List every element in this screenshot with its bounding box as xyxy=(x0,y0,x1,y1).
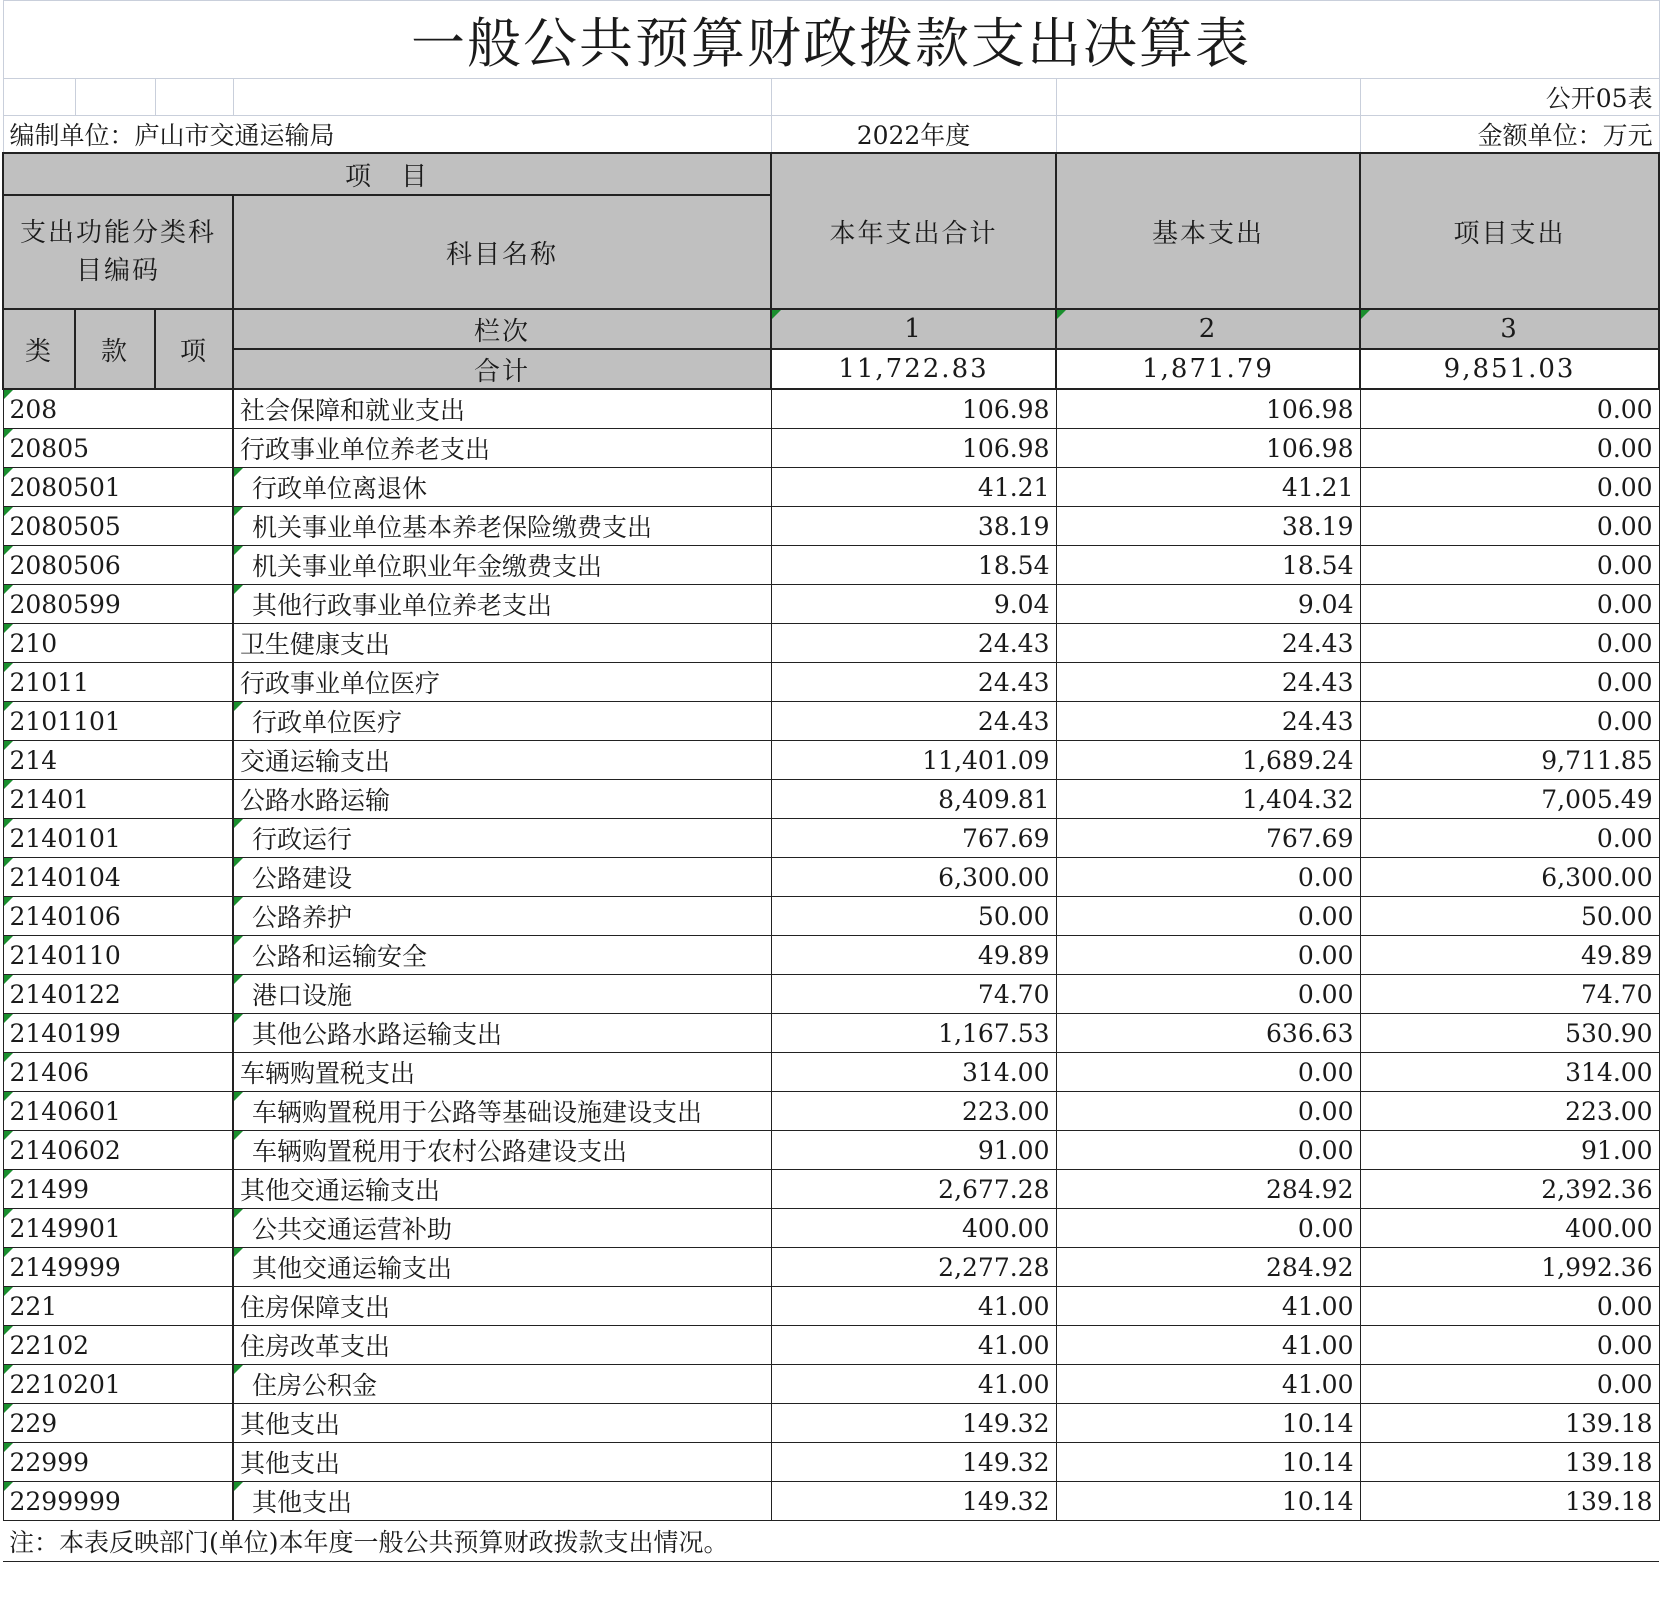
table-row xyxy=(3,1326,1659,1365)
row-total: 106.98 xyxy=(771,429,1056,468)
row-code: 2140602 xyxy=(3,1131,233,1170)
row-code: 2080599 xyxy=(3,585,233,624)
row-basic: 284.92 xyxy=(1056,1248,1360,1287)
row-total: 11,401.09 xyxy=(771,741,1056,780)
row-name: 其他公路水路运输支出 xyxy=(233,1014,771,1053)
row-basic: 10.14 xyxy=(1056,1443,1360,1482)
table-row xyxy=(3,429,1659,468)
row-total: 2,677.28 xyxy=(771,1170,1056,1209)
row-code: 20805 xyxy=(3,429,233,468)
header-heji: 合计 xyxy=(233,349,771,389)
row-name: 车辆购置税支出 xyxy=(233,1053,771,1092)
row-project: 223.00 xyxy=(1360,1092,1659,1131)
row-name: 卫生健康支出 xyxy=(233,624,771,663)
table-id: 公开05表 xyxy=(1360,79,1659,116)
row-name: 公共交通运营补助 xyxy=(233,1209,771,1248)
row-total: 38.19 xyxy=(771,507,1056,546)
row-code: 229 xyxy=(3,1404,233,1443)
row-basic: 0.00 xyxy=(1056,1131,1360,1170)
row-project: 74.70 xyxy=(1360,975,1659,1014)
row-total: 49.89 xyxy=(771,936,1056,975)
table-row xyxy=(3,1092,1659,1131)
row-code: 214 xyxy=(3,741,233,780)
table-row xyxy=(3,585,1659,624)
header-xiang: 项 xyxy=(155,309,233,389)
total-sum: 11,722.83 xyxy=(771,349,1056,389)
row-basic: 24.43 xyxy=(1056,702,1360,741)
row-total: 149.32 xyxy=(771,1482,1056,1521)
row-project: 0.00 xyxy=(1360,429,1659,468)
row-name: 公路建设 xyxy=(233,858,771,897)
row-code: 21401 xyxy=(3,780,233,819)
row-name: 行政事业单位医疗 xyxy=(233,663,771,702)
row-project: 139.18 xyxy=(1360,1404,1659,1443)
row-code: 21499 xyxy=(3,1170,233,1209)
row-basic: 636.63 xyxy=(1056,1014,1360,1053)
row-basic: 0.00 xyxy=(1056,858,1360,897)
row-code: 2299999 xyxy=(3,1482,233,1521)
row-total: 6,300.00 xyxy=(771,858,1056,897)
row-project: 139.18 xyxy=(1360,1482,1659,1521)
row-project: 0.00 xyxy=(1360,468,1659,507)
row-basic: 1,404.32 xyxy=(1056,780,1360,819)
row-name: 住房公积金 xyxy=(233,1365,771,1404)
header-col2: 2 xyxy=(1056,309,1360,349)
row-name: 住房改革支出 xyxy=(233,1326,771,1365)
row-project: 0.00 xyxy=(1360,1326,1659,1365)
row-code: 2101101 xyxy=(3,702,233,741)
unit-label: 编制单位：庐山市交通运输局 xyxy=(3,116,771,154)
row-basic: 0.00 xyxy=(1056,1053,1360,1092)
row-basic: 24.43 xyxy=(1056,663,1360,702)
table-row xyxy=(3,1170,1659,1209)
table-row xyxy=(3,468,1659,507)
table-row xyxy=(3,1287,1659,1326)
total-project: 9,851.03 xyxy=(1360,349,1659,389)
row-project: 0.00 xyxy=(1360,624,1659,663)
row-name: 其他行政事业单位养老支出 xyxy=(233,585,771,624)
row-total: 8,409.81 xyxy=(771,780,1056,819)
table-row xyxy=(3,1248,1659,1287)
row-project: 0.00 xyxy=(1360,702,1659,741)
row-basic: 767.69 xyxy=(1056,819,1360,858)
row-basic: 41.00 xyxy=(1056,1326,1360,1365)
row-code: 2080505 xyxy=(3,507,233,546)
row-code: 2149901 xyxy=(3,1209,233,1248)
row-total: 1,167.53 xyxy=(771,1014,1056,1053)
header-item: 项 目 xyxy=(3,153,771,195)
row-total: 149.32 xyxy=(771,1404,1056,1443)
row-code: 2149999 xyxy=(3,1248,233,1287)
table-row xyxy=(3,624,1659,663)
row-name: 其他支出 xyxy=(233,1404,771,1443)
table-row xyxy=(3,1209,1659,1248)
page-title: 一般公共预算财政拨款支出决算表 xyxy=(3,1,1659,79)
row-total: 41.00 xyxy=(771,1365,1056,1404)
row-total: 91.00 xyxy=(771,1131,1056,1170)
table-row xyxy=(3,507,1659,546)
row-basic: 106.98 xyxy=(1056,429,1360,468)
table-row xyxy=(3,702,1659,741)
row-project: 314.00 xyxy=(1360,1053,1659,1092)
row-name: 行政单位医疗 xyxy=(233,702,771,741)
row-code: 2140101 xyxy=(3,819,233,858)
table-row xyxy=(3,1443,1659,1482)
row-code: 2140106 xyxy=(3,897,233,936)
row-name: 其他支出 xyxy=(233,1482,771,1521)
row-total: 24.43 xyxy=(771,663,1056,702)
table-row xyxy=(3,1014,1659,1053)
row-code: 21406 xyxy=(3,1053,233,1092)
header-code: 支出功能分类科目编码 xyxy=(3,195,233,309)
table-row xyxy=(3,819,1659,858)
header-total: 本年支出合计 xyxy=(771,153,1056,309)
row-project: 50.00 xyxy=(1360,897,1659,936)
row-basic: 284.92 xyxy=(1056,1170,1360,1209)
row-code: 2080506 xyxy=(3,546,233,585)
table-row xyxy=(3,663,1659,702)
header-project: 项目支出 xyxy=(1360,153,1659,309)
row-project: 0.00 xyxy=(1360,546,1659,585)
row-basic: 18.54 xyxy=(1056,546,1360,585)
row-project: 91.00 xyxy=(1360,1131,1659,1170)
table-body xyxy=(3,389,1659,1521)
row-total: 2,277.28 xyxy=(771,1248,1056,1287)
row-total: 74.70 xyxy=(771,975,1056,1014)
row-total: 18.54 xyxy=(771,546,1056,585)
amount-unit: 金额单位：万元 xyxy=(1360,116,1659,154)
row-basic: 0.00 xyxy=(1056,1209,1360,1248)
row-total: 50.00 xyxy=(771,897,1056,936)
header-lei: 类 xyxy=(3,309,75,389)
total-basic: 1,871.79 xyxy=(1056,349,1360,389)
row-project: 6,300.00 xyxy=(1360,858,1659,897)
row-total: 41.00 xyxy=(771,1287,1056,1326)
row-basic: 10.14 xyxy=(1056,1404,1360,1443)
row-total: 41.21 xyxy=(771,468,1056,507)
table-row xyxy=(3,936,1659,975)
row-project: 0.00 xyxy=(1360,663,1659,702)
row-name: 公路水路运输 xyxy=(233,780,771,819)
row-project: 49.89 xyxy=(1360,936,1659,975)
row-code: 2140104 xyxy=(3,858,233,897)
row-basic: 0.00 xyxy=(1056,897,1360,936)
table-row xyxy=(3,897,1659,936)
table-row xyxy=(3,858,1659,897)
row-code: 2140199 xyxy=(3,1014,233,1053)
header-kuan: 款 xyxy=(75,309,155,389)
row-name: 机关事业单位基本养老保险缴费支出 xyxy=(233,507,771,546)
row-code: 221 xyxy=(3,1287,233,1326)
row-basic: 1,689.24 xyxy=(1056,741,1360,780)
row-name: 港口设施 xyxy=(233,975,771,1014)
row-total: 106.98 xyxy=(771,389,1056,429)
row-project: 7,005.49 xyxy=(1360,780,1659,819)
row-name: 其他交通运输支出 xyxy=(233,1170,771,1209)
row-basic: 38.19 xyxy=(1056,507,1360,546)
row-project: 139.18 xyxy=(1360,1443,1659,1482)
row-code: 2080501 xyxy=(3,468,233,507)
table-row xyxy=(3,546,1659,585)
row-project: 0.00 xyxy=(1360,507,1659,546)
row-total: 149.32 xyxy=(771,1443,1056,1482)
row-code: 21011 xyxy=(3,663,233,702)
row-project: 2,392.36 xyxy=(1360,1170,1659,1209)
header-name: 科目名称 xyxy=(233,195,771,309)
table-row xyxy=(3,1404,1659,1443)
row-name: 机关事业单位职业年金缴费支出 xyxy=(233,546,771,585)
row-name: 行政运行 xyxy=(233,819,771,858)
row-name: 车辆购置税用于公路等基础设施建设支出 xyxy=(233,1092,771,1131)
row-name: 车辆购置税用于农村公路建设支出 xyxy=(233,1131,771,1170)
row-basic: 0.00 xyxy=(1056,1092,1360,1131)
row-project: 0.00 xyxy=(1360,389,1659,429)
header-col1: 1 xyxy=(771,309,1056,349)
header-lanci: 栏次 xyxy=(233,309,771,349)
row-basic: 24.43 xyxy=(1056,624,1360,663)
row-code: 22999 xyxy=(3,1443,233,1482)
row-total: 767.69 xyxy=(771,819,1056,858)
row-total: 314.00 xyxy=(771,1053,1056,1092)
table-row xyxy=(3,741,1659,780)
row-basic: 106.98 xyxy=(1056,389,1360,429)
row-total: 9.04 xyxy=(771,585,1056,624)
row-total: 400.00 xyxy=(771,1209,1056,1248)
row-name: 其他交通运输支出 xyxy=(233,1248,771,1287)
row-basic: 41.00 xyxy=(1056,1365,1360,1404)
row-name: 住房保障支出 xyxy=(233,1287,771,1326)
table-row xyxy=(3,780,1659,819)
row-code: 22102 xyxy=(3,1326,233,1365)
row-basic: 9.04 xyxy=(1056,585,1360,624)
header-col3: 3 xyxy=(1360,309,1659,349)
row-name: 行政事业单位养老支出 xyxy=(233,429,771,468)
row-project: 9,711.85 xyxy=(1360,741,1659,780)
row-project: 0.00 xyxy=(1360,585,1659,624)
table-row xyxy=(3,1482,1659,1521)
row-total: 24.43 xyxy=(771,702,1056,741)
row-code: 2210201 xyxy=(3,1365,233,1404)
row-name: 公路养护 xyxy=(233,897,771,936)
row-project: 0.00 xyxy=(1360,1365,1659,1404)
header-basic: 基本支出 xyxy=(1056,153,1360,309)
row-name: 公路和运输安全 xyxy=(233,936,771,975)
row-basic: 41.00 xyxy=(1056,1287,1360,1326)
budget-table xyxy=(2,0,1660,1562)
table-note: 注：本表反映部门(单位)本年度一般公共预算财政拨款支出情况。 xyxy=(3,1521,1659,1562)
row-project: 400.00 xyxy=(1360,1209,1659,1248)
row-name: 行政单位离退休 xyxy=(233,468,771,507)
row-total: 41.00 xyxy=(771,1326,1056,1365)
row-code: 2140110 xyxy=(3,936,233,975)
fiscal-year: 2022年度 xyxy=(771,116,1056,154)
row-name: 其他支出 xyxy=(233,1443,771,1482)
row-total: 24.43 xyxy=(771,624,1056,663)
row-name: 社会保障和就业支出 xyxy=(233,389,771,429)
row-total: 223.00 xyxy=(771,1092,1056,1131)
row-project: 0.00 xyxy=(1360,819,1659,858)
row-code: 2140601 xyxy=(3,1092,233,1131)
row-basic: 0.00 xyxy=(1056,975,1360,1014)
row-code: 2140122 xyxy=(3,975,233,1014)
row-basic: 41.21 xyxy=(1056,468,1360,507)
row-project: 0.00 xyxy=(1360,1287,1659,1326)
table-row xyxy=(3,1365,1659,1404)
row-project: 1,992.36 xyxy=(1360,1248,1659,1287)
table-row xyxy=(3,389,1659,429)
table-row xyxy=(3,1131,1659,1170)
row-code: 208 xyxy=(3,389,233,429)
table-row xyxy=(3,975,1659,1014)
row-basic: 10.14 xyxy=(1056,1482,1360,1521)
row-code: 210 xyxy=(3,624,233,663)
table-row xyxy=(3,1053,1659,1092)
row-name: 交通运输支出 xyxy=(233,741,771,780)
row-basic: 0.00 xyxy=(1056,936,1360,975)
row-project: 530.90 xyxy=(1360,1014,1659,1053)
